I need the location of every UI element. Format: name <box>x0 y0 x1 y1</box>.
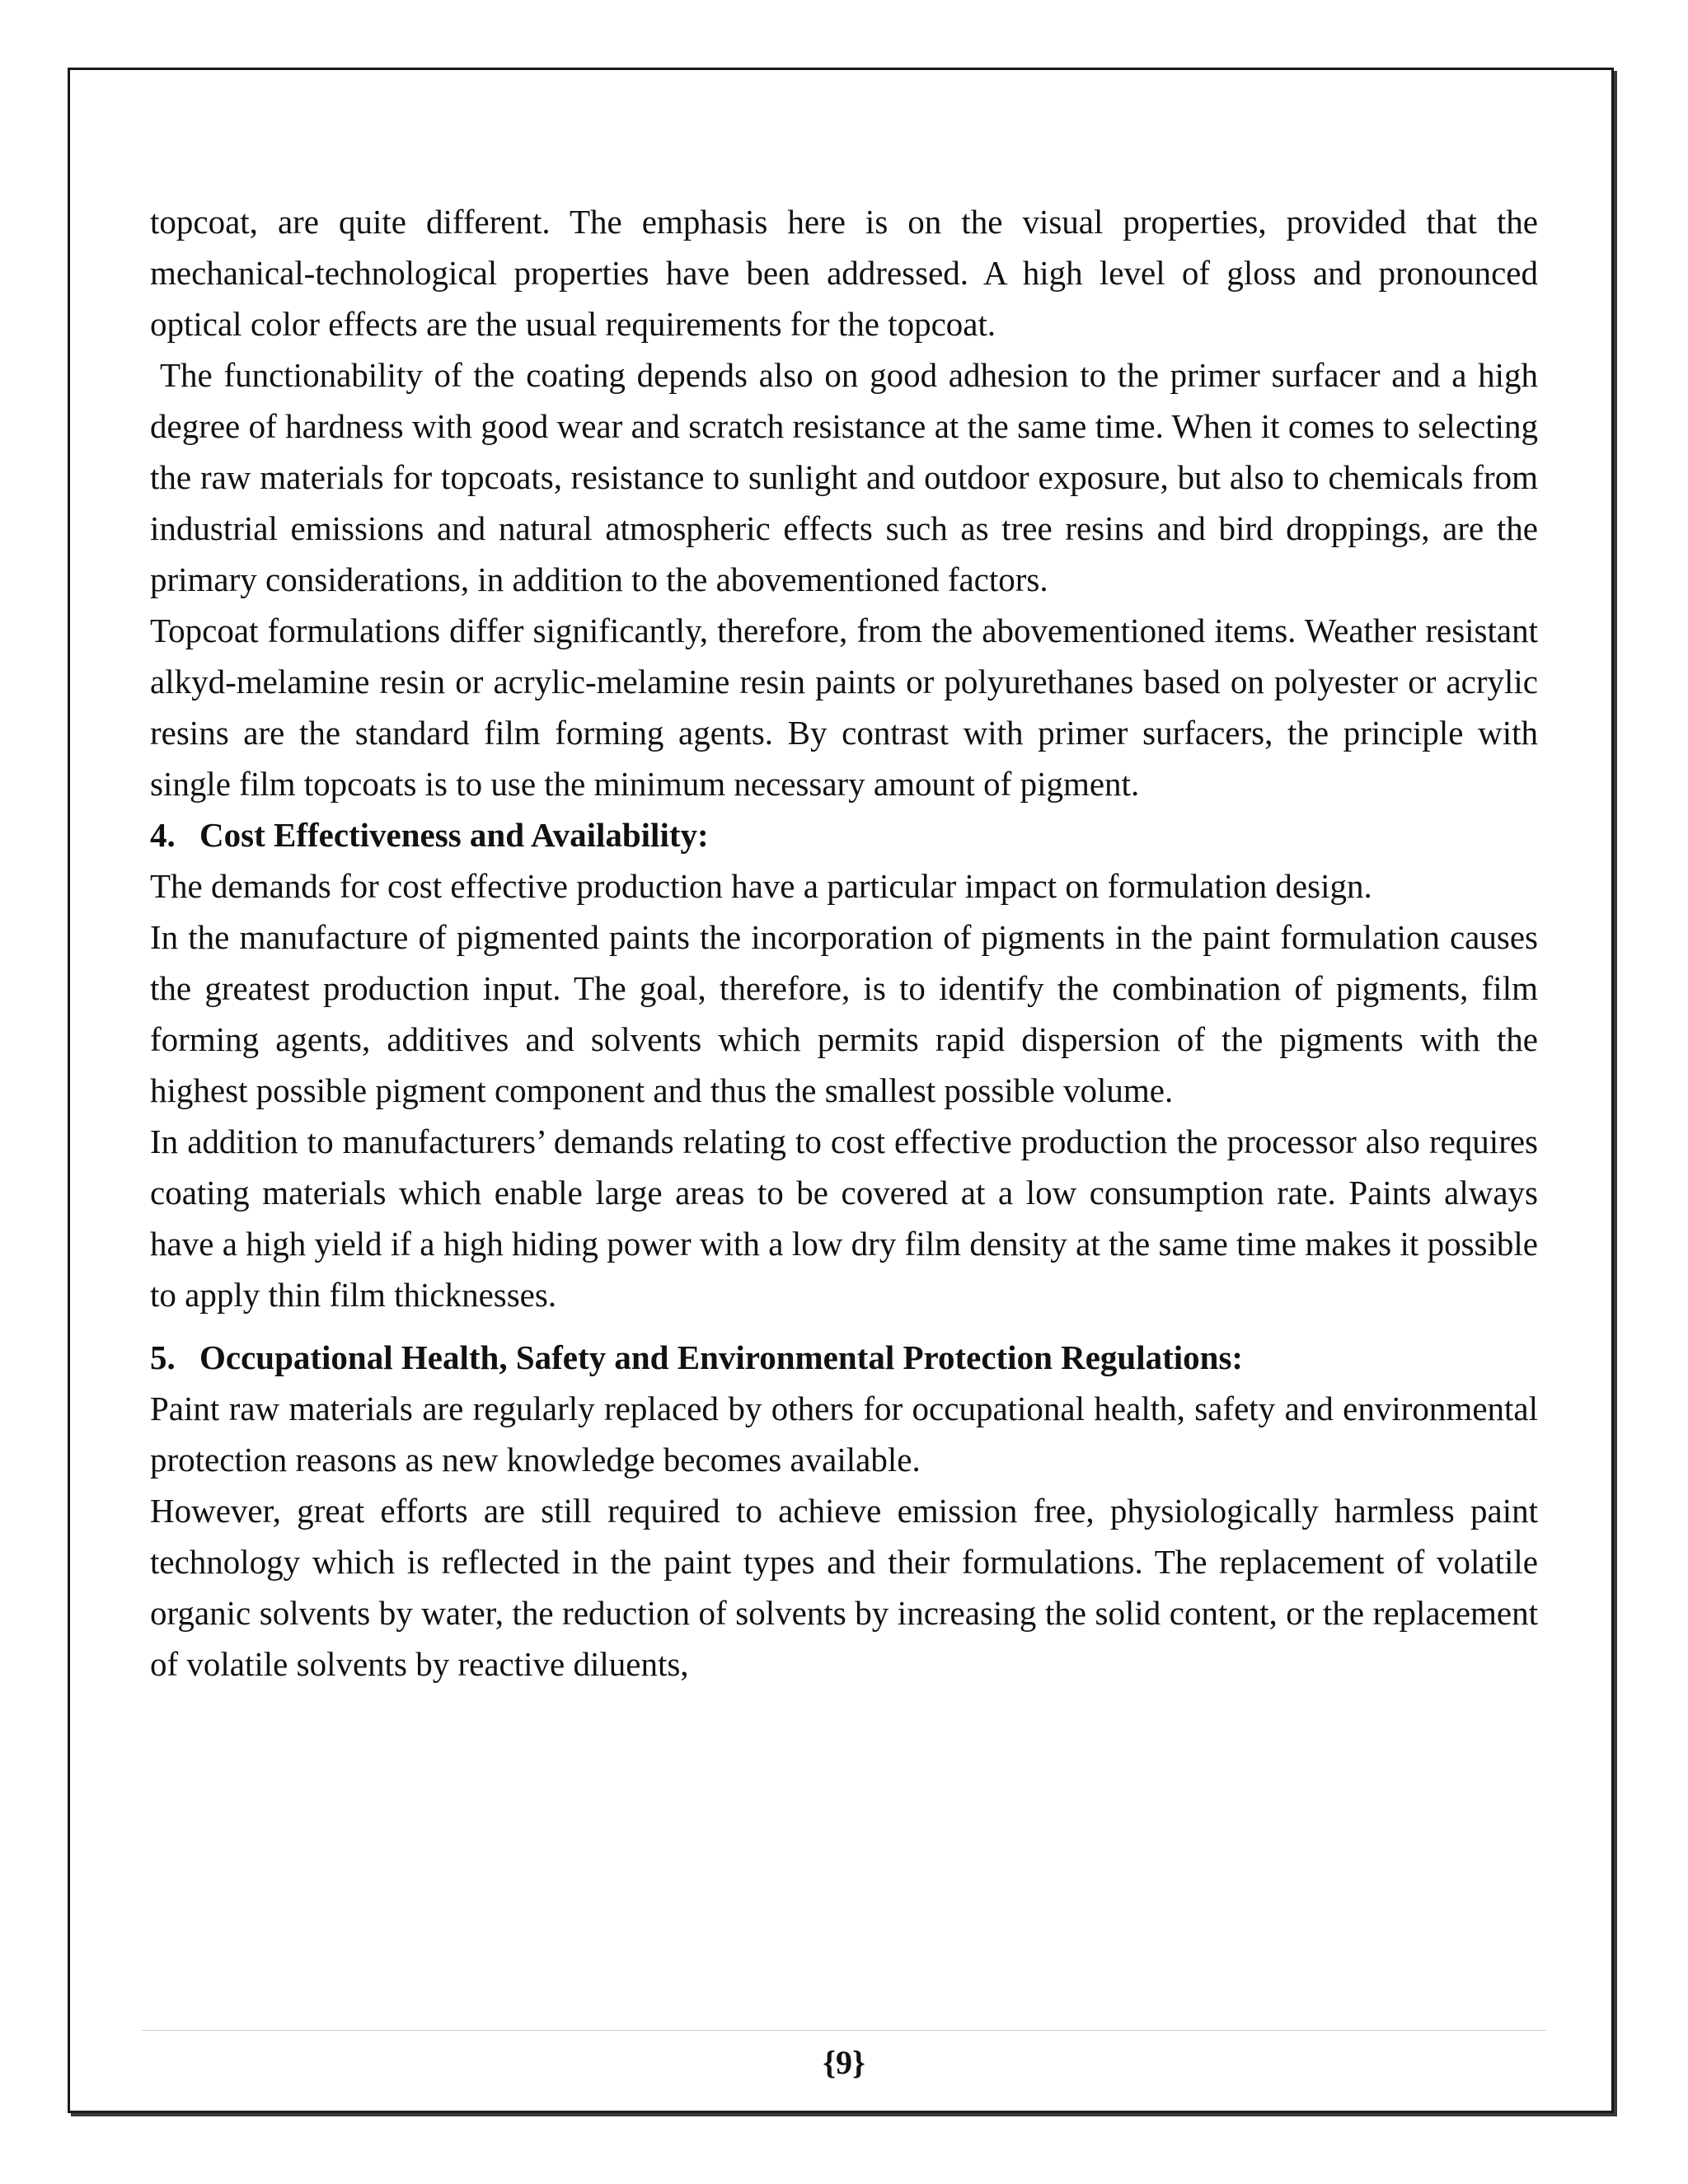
paragraph-coating-functionability: The functionability of the coating depends also on good adhesion to the primer surfacer and a high degree of hardness with good wear and scratch resistance at the same time. When it comes to selecting the raw materials for topcoats, resistance to sunlight and outdoor exposure, but also to chemicals from industrial emissions and natural atmospheric effects such as tree resins and bird droppings, are the primary considerations, in addition to the abovementioned factors. <box>150 356 1538 598</box>
footer-divider <box>142 2030 1546 2031</box>
paragraph-processor-requirements: In addition to manufacturers’ demands relating to cost effective production the processor also requires coating materials which enable large areas to be covered at a low consumption rate. Paints always have a high yield if a high hiding power with a low dry film density at the same time makes it possible to apply thin film thicknesses. <box>150 1122 1538 1314</box>
section-title: Occupational Health, Safety and Environmental Protection Regulations: <box>199 1338 1244 1376</box>
paragraph-topcoat-formulations: Topcoat formulations differ significantly, therefore, from the abovementioned items. Weather resistant alkyd-melamine resin or acrylic-melamine resin paints or polyurethanes based on polyester or acrylic resins are the standard film forming agents. By contrast with primer surfacers, the principle with single film topcoats is to use the minimum necessary amount of pigment. <box>150 612 1538 803</box>
paragraph-pigmented-paints-manufacture: In the manufacture of pigmented paints the incorporation of pigments in the paint formulation causes the greatest production input. The goal, therefore, is to identify the combination of pigments, film forming agents, additives and solvents which permits rapid dispersion of the pigments with the highest possible pigment component and thus the smallest possible volume. <box>150 918 1538 1109</box>
section-heading-health-safety <box>150 1332 1538 1383</box>
section-number: 5. <box>150 1338 176 1376</box>
paragraph-topcoat-visual-properties: topcoat, are quite different. The emphasis here is on the visual properties, provided that the mechanical-technological properties have been addressed. A high level of gloss and pronounced optical color effects are the usual requirements for the topcoat. <box>150 203 1538 343</box>
page-number: {9} <box>823 2044 865 2081</box>
section-number: 4. <box>150 816 176 854</box>
page-body <box>150 196 1538 1690</box>
paragraph-emission-free-technology: However, great efforts are still required to achieve emission free, physiologically harmless paint technology which is reflected in the paint types and their formulations. The replacement of volatile organic solvents by water, the reduction of solvents by increasing the solid content, or the replacement of volatile solvents by reactive diluents, <box>150 1492 1538 1683</box>
paragraph-raw-materials-replacement: Paint raw materials are regularly replaced by others for occupational health, safety and environmental protection reasons as new knowledge becomes available. <box>150 1390 1538 1479</box>
paragraph-cost-effective-production: The demands for cost effective production have a particular impact on formulation design. <box>150 867 1372 905</box>
section-heading-cost-effectiveness <box>150 809 1538 860</box>
section-title: Cost Effectiveness and Availability: <box>199 816 709 854</box>
